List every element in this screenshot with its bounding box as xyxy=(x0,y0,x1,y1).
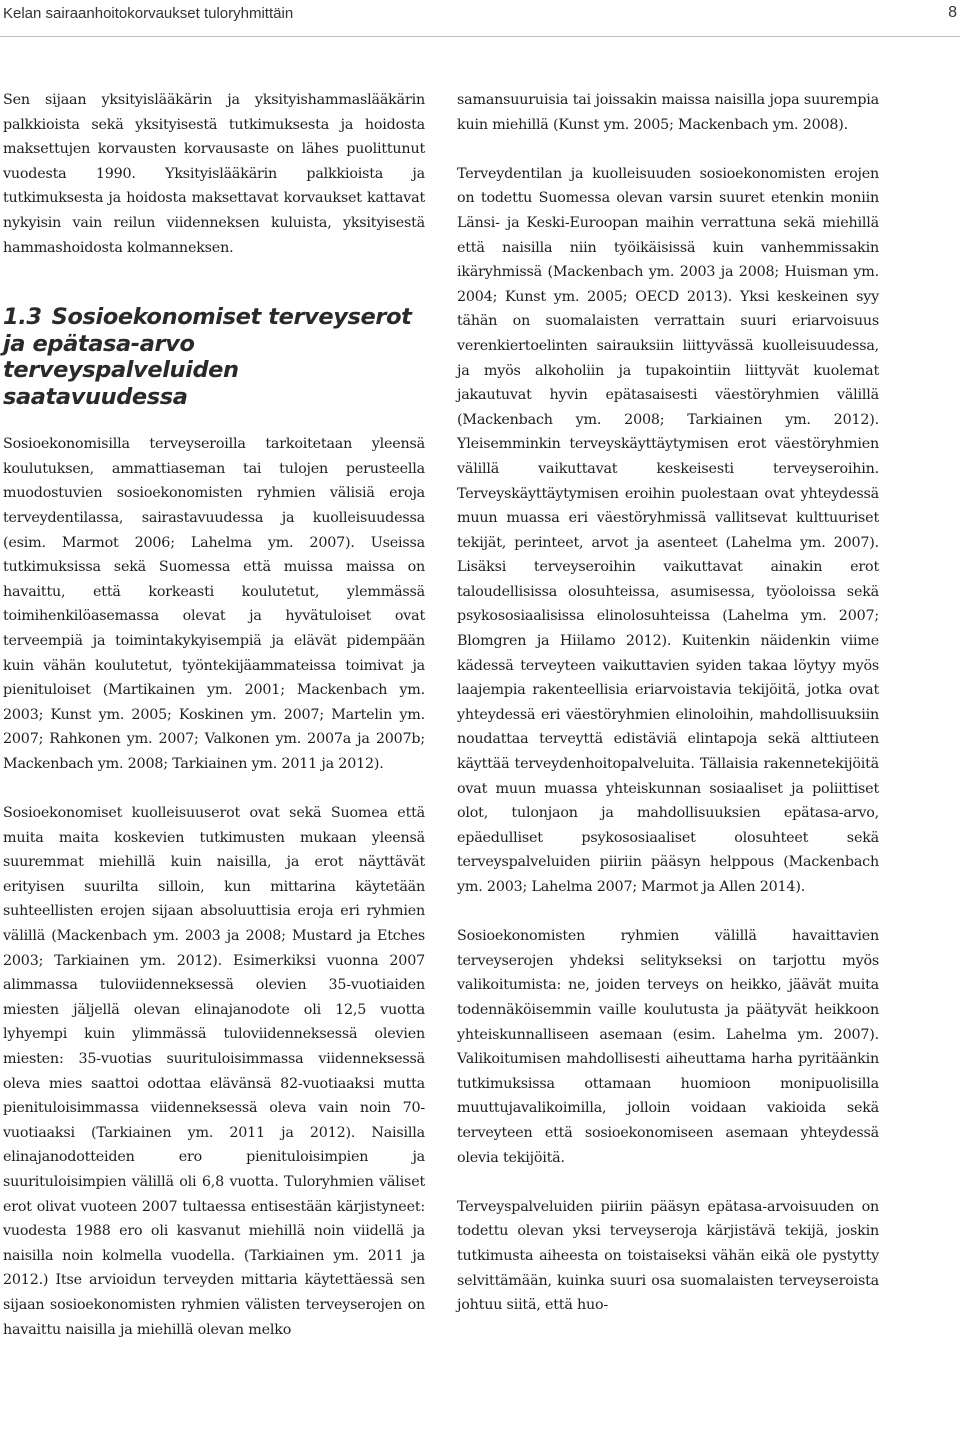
section-title: Sosioekonomiset terveyserot ja epätasa-arvo terveyspalveluiden saatavuudessa xyxy=(3,304,412,410)
running-title: Kelan sairaanhoitokorvaukset tuloryhmittäin xyxy=(3,5,294,22)
body-paragraph: Terveydentilan ja kuolleisuuden sosioekonomisten erojen on todettu Suomessa olevan varsin suuret etenkin moniin Länsi- ja Keski-Euroopan maihin verrattuna sekä miehillä että naisilla niin työikäisissä kuin vanhemmissakin ikäryhmissä (Mackenbach ym. 2003 ja 2008; Huisman ym. 2004; Kunst ym. 2005; OECD 2013). Yksi keskeinen syy tähän on suomalaisten verrattain suuri eriarvoisuus verenkiertoelinten sairauksiin liittyvässä kuolleisuudessa, ja myös alkoholiin ja tupakointiin liittyvät kuolemat jakautuvat hyvin epätasaisesti väestöryhmien välillä (Mackenbach ym. 2008; Tarkiainen ym. 2012). Yleisemminkin terveyskäyttäytymisen erot väestöryhmien välillä vaikuttavat keskeisesti terveyseroihin. Terveyskäyttäytymisen eroihin puolestaan ovat yhteydessä muun muassa eri väestöryhmissä vallitsevat kulttuuriset tekijät, perinteet, arvot ja asenteet (Lahelma ym. 2007). Lisäksi terveyseroihin vaikuttavat ainakin erot taloudellisissa olosuhteissa, asumisessa, työoloissa sekä psykososiaalisissa elinolosuhteissa (Lahelma ym. 2007; Blomgren ja Hiilamo 2012). Kuitenkin näidenkin viime kädessä terveyteen vaikuttavien syiden takaa löytyy myös laajempia rakenteellisia eriarvoistavia tekijöitä, jotka ovat yhteydessä eri väestöryhmien elinoloihin, mahdollisuuksiin noudattaa terveyttä edistäviä elintapoja sekä alttiuteen käyttää terveydenhoitopalveluita. Tällaisia rakennetekijöitä ovat muun muassa yhteiskunnan sosiaaliset ja poliittiset olot, tulonjaon ja mahdollisuuksien epätasa-arvo, epäedulliset psykososiaaliset olosuhteet sekä terveyspalveluiden piiriin pääsyn helppous (Mackenbach ym. 2003; Lahelma 2007; Marmot ja Allen 2014). xyxy=(457,165,879,895)
right-column xyxy=(457,88,879,1318)
section-heading xyxy=(3,304,425,410)
body-paragraph: Sosioekonomiset kuolleisuuserot ovat sekä Suomea että muita maita koskevien tutkimusten mukaan yleensä suuremmat miehillä kuin naisilla, ja erot näyttävät erityisen suurilta silloin, kun mittarina käytetään suhteellisten erojen sijaan absoluuttisia eroja eri ryhmien välillä (Mackenbach ym. 2003 ja 2008; Mustard ja Etches 2003; Tarkiainen ym. 2012). Esimerkiksi vuonna 2007 alimmassa tuloviidenneksessä olevien 35-vuotiaiden miesten jäljellä olevan elinajanodote oli 12,5 vuotta lyhyempi kuin ylimmässä tuloviidenneksessä olevien miesten: 35-vuotias suurituloisimmassa viidenneksessä oleva mies saattoi odottaa elävänsä 82-vuotiaaksi mutta pienituloisimmassa viidenneksessä oleva vain noin 70-vuotiaaksi (Tarkiainen ym. 2011 ja 2012). Naisilla elinajanodotteiden ero pienituloisimpien ja suurituloisimpien välillä oli 6,8 vuotta. Tuloryhmien väliset erot olivat vuoteen 2007 tultaessa entisestään kärjistyneet: vuodesta 1988 ero oli kasvanut miehillä noin viidellä ja naisilla noin kolmella vuodella. (Tarkiainen ym. 2011 ja 2012.) Itse arvioidun terveyden mittaria käytettäessä sen sijaan sosioekonomisten ryhmien välisten terveyserojen on havaittu naisilla ja miehillä olevan melko xyxy=(3,805,425,1338)
body-paragraph: Terveyspalveluiden piiriin pääsyn epätasa-arvoisuuden on todettu olevan yksi terveyseroja kärjistävä tekijä, joskin tutkimusta aiheesta on toistaiseksi vähän eikä ole pystytty selvittämään, kuinka suuri osa suomalaisten terveyseroista johtuu siitä, että huo- xyxy=(457,1198,879,1314)
intro-paragraph: Sen sijaan yksityislääkärin ja yksityishammaslääkärin palkkioista sekä yksityisestä tutkimuksesta ja hoidosta maksettujen korvausten korvausaste on lähes puolittunut vuodesta 1990. Yksityislääkärin palkkioista ja tutkimuksesta ja hoidosta maksettavat korvaukset kattavat nykyisin vain reilun viidenneksen kuluista, yksityisestä hammashoidosta kolmanneksen. xyxy=(3,92,425,256)
running-header xyxy=(0,0,960,37)
body-paragraph: Sosioekonomisilla terveyseroilla tarkoitetaan yleensä koulutuksen, ammattiaseman tai tulojen perusteella muodostuvien sosioekonomisten ryhmien välisiä eroja terveydentilassa, sairastavuudessa ja kuolleisuudessa (esim. Marmot 2006; Lahelma ym. 2007). Useissa tutkimuksissa sekä Suomessa että muissa maissa on havaittu, että korkeasti koulutetut, ylemmässä toimihenkilöasemassa olevat ja hyvätuloiset ovat terveempiä ja toimintakykyisempiä ja elävät pidempään kuin vähän koulutetut, työntekijäammateissa toimivat ja pienituloiset (Martikainen ym. 2001; Mackenbach ym. 2003; Kunst ym. 2005; Koskinen ym. 2007; Martelin ym. 2007; Rahkonen ym. 2007; Valkonen ym. 2007a ja 2007b; Mackenbach ym. 2008; Tarkiainen ym. 2011 ja 2012). xyxy=(3,436,425,772)
page-number: 8 xyxy=(948,4,957,21)
body-paragraph: Sosioekonomisten ryhmien välillä havaittavien terveyserojen yhdeksi selitykseksi on tarjottu myös valikoitumista: ne, joiden terveys on heikko, jäävät muita todennäköisemmin vaille koulutusta ja päätyvät heikkoon yhteiskunnalliseen asemaan (esim. Lahelma ym. 2007). Valikoitumisen mahdollisesti aiheuttama harha pyritäänkin tutkimuksissa ottamaan huomioon monipuolisilla muuttujavalikoimilla, jolloin voidaan vakioida sekä terveyteen että sosioekonomiseen asemaan yhteydessä olevia tekijöitä. xyxy=(457,928,879,1166)
continued-paragraph: samansuuruisia tai joissakin maissa naisilla jopa suurempia kuin miehillä (Kunst ym. 2005; Mackenbach ym. 2008). xyxy=(457,92,879,133)
left-column xyxy=(3,88,425,1342)
section-number: 1.3 xyxy=(3,304,42,331)
